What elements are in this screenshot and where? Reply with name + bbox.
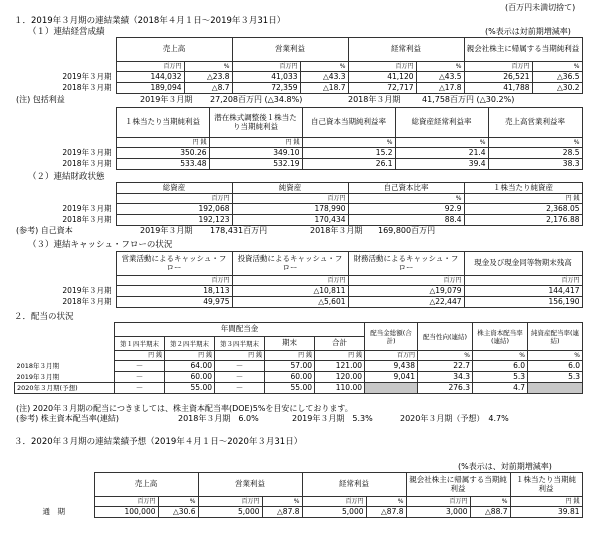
cell: 170,434 xyxy=(232,215,348,226)
unit-cell: 百万円 xyxy=(464,62,532,72)
cell: 41,120 xyxy=(348,72,416,83)
unit-cell: % xyxy=(416,62,464,72)
row-label: 2019年３月期 xyxy=(62,147,112,157)
unit-cell: 百万円 xyxy=(464,276,582,286)
cell: △30.2 xyxy=(532,83,582,94)
unit-cell: 百万円 xyxy=(406,497,470,507)
header-net-asset-ratio: 純資産配当率(連結) xyxy=(528,323,583,351)
cell: △87.8 xyxy=(262,507,302,518)
header-equity-ratio: 自己資本比率 xyxy=(348,183,464,194)
unit-cell: % xyxy=(532,62,582,72)
dividend-note-2-2019: 2019年３月期 5.3% xyxy=(292,414,373,423)
cell: △17.8 xyxy=(416,83,464,94)
equity-ref-2019-value: 178,431百万円 xyxy=(210,226,268,235)
row-label: 2018年３月期 xyxy=(62,214,112,224)
unit-cell: 円 銭 xyxy=(215,351,265,361)
header-doe: 株主資本配当率(連結) xyxy=(473,323,528,351)
cell: 41,033 xyxy=(232,72,300,83)
row-label: 2019年３月期 xyxy=(62,203,112,213)
unit-cell: 円 銭 xyxy=(315,351,365,361)
table-row xyxy=(15,361,583,372)
header-eps: １株当たり当期純利益 xyxy=(510,473,582,497)
cell: 18,113 xyxy=(116,286,232,297)
cell: 3,000 xyxy=(406,507,470,518)
header-operating-income: 営業利益 xyxy=(198,473,302,497)
cell-shaded xyxy=(365,383,418,394)
unit-cell: 百万円 xyxy=(116,62,184,72)
cell: △18.7 xyxy=(300,83,348,94)
cell: 26,521 xyxy=(464,72,532,83)
header-eps: １株当たり当期純利益 xyxy=(116,108,209,138)
cell: 22.7 xyxy=(418,361,473,372)
cell: △43.3 xyxy=(300,72,348,83)
header-q3: 第３四半期末 xyxy=(215,337,265,351)
table-row xyxy=(14,297,582,308)
cell: 5,000 xyxy=(302,507,366,518)
section1b-title: （２）連結財政状態 xyxy=(28,172,105,182)
unit-cell: % xyxy=(366,497,406,507)
unit-cell: % xyxy=(488,138,582,148)
header-ordinary-income: 経常利益 xyxy=(302,473,406,497)
unit-cell: % xyxy=(473,351,528,361)
header-net-assets: 純資産 xyxy=(232,183,348,194)
cell: 349.10 xyxy=(209,148,302,159)
header-cash-balance: 現金及び現金同等物期末残高 xyxy=(464,252,582,276)
cell: 144,417 xyxy=(464,286,582,297)
cell: 39.81 xyxy=(510,507,582,518)
cell: △88.7 xyxy=(470,507,510,518)
row-label-forecast: 2020年３月期(予想) xyxy=(15,383,115,394)
unit-cell: % xyxy=(158,497,198,507)
equity-ref-2018-value: 169,800百万円 xyxy=(378,226,436,235)
cell: 192,123 xyxy=(116,215,232,226)
cell: △36.5 xyxy=(532,72,582,83)
cell: △5,601 xyxy=(232,297,348,308)
unit-cell: 円 銭 xyxy=(165,351,215,361)
header-financing-cf: 財務活動によるキャッシュ・フロー xyxy=(348,252,464,276)
unit-note: (百万円未満切捨て) xyxy=(505,3,576,12)
section2-title: ２．配当の状況 xyxy=(14,312,74,322)
cell: 88.4 xyxy=(348,215,464,226)
row-label: 2019年３月期 xyxy=(62,71,112,81)
cell: 5,000 xyxy=(198,507,262,518)
cell: 55.00 xyxy=(165,383,215,394)
cell: 6.0 xyxy=(528,361,583,372)
cell: － xyxy=(115,372,165,383)
cell: △87.8 xyxy=(366,507,406,518)
cell: 178,990 xyxy=(232,204,348,215)
unit-cell: 百万円 xyxy=(198,497,262,507)
row-label: 2019年３月期 xyxy=(62,285,112,295)
section3-note: (%表示は、対前期増減率) xyxy=(458,462,552,471)
cell: 144,032 xyxy=(116,72,184,83)
cell: － xyxy=(115,361,165,372)
cell: 192,068 xyxy=(116,204,232,215)
equity-ref-2019-label: 2019年３月期 xyxy=(140,226,193,235)
cell: 2,176.88 xyxy=(464,215,582,226)
cell: 276.3 xyxy=(418,383,473,394)
unit-cell: % xyxy=(262,497,302,507)
header-q1: 第１四半期末 xyxy=(115,337,165,351)
header-bps: １株当たり純資産 xyxy=(464,183,582,194)
cell: － xyxy=(115,383,165,394)
table-row xyxy=(14,159,582,170)
cell-shaded xyxy=(528,383,583,394)
table-row xyxy=(14,204,582,215)
cell: 5.3 xyxy=(473,372,528,383)
operating-results-table xyxy=(14,37,583,94)
header-diluted-eps: 潜在株式調整後１株当たり当期純利益 xyxy=(209,108,302,138)
unit-cell: 百万円 xyxy=(116,194,232,204)
cell: 120.00 xyxy=(315,372,365,383)
cell: 60.00 xyxy=(265,372,315,383)
header-annual-dividend: 年間配当金 xyxy=(115,323,365,337)
cell: 72,717 xyxy=(348,83,416,94)
header-total: 合計 xyxy=(315,337,365,351)
cell: 60.00 xyxy=(165,372,215,383)
cell: － xyxy=(215,361,265,372)
row-label: 2018年３月期 xyxy=(62,296,112,306)
cell: 41,788 xyxy=(464,83,532,94)
cell: 57.00 xyxy=(265,361,315,372)
cell: △8.7 xyxy=(184,83,232,94)
comprehensive-2019-value: 27,208百万円 (△34.8%) xyxy=(210,95,303,104)
unit-cell: 百万円 xyxy=(365,351,418,361)
cell: － xyxy=(215,372,265,383)
financial-position-table xyxy=(14,182,583,226)
cell: 100,000 xyxy=(94,507,158,518)
cell: 9,438 xyxy=(365,361,418,372)
cell: △30.6 xyxy=(158,507,198,518)
table-row xyxy=(14,215,582,226)
header-operating-income: 営業利益 xyxy=(232,38,348,62)
unit-cell: 円 銭 xyxy=(510,497,582,507)
cell: △23.8 xyxy=(184,72,232,83)
cell: 64.00 xyxy=(165,361,215,372)
cell: 110.00 xyxy=(315,383,365,394)
unit-cell: % xyxy=(348,194,464,204)
comprehensive-income-label: (注) 包括利益 xyxy=(16,95,65,104)
comprehensive-2019-label: 2019年３月期 xyxy=(140,95,193,104)
equity-ref-label: (参考) 自己資本 xyxy=(16,226,73,235)
comprehensive-2018-label: 2018年３月期 xyxy=(348,95,401,104)
table-row xyxy=(14,83,582,94)
dividend-note-2-2020: 2020年３月期（予想） 4.7% xyxy=(400,414,509,423)
cell: 26.1 xyxy=(302,159,395,170)
header-year-end: 期末 xyxy=(265,337,315,351)
cell: 5.3 xyxy=(528,372,583,383)
section1-title: １．2019年３月期の連結業績（2018年４月１日～2019年３月31日） xyxy=(14,16,286,26)
cell: △19,079 xyxy=(348,286,464,297)
cell: 34.3 xyxy=(418,372,473,383)
cell: △43.5 xyxy=(416,72,464,83)
unit-cell: 円 銭 xyxy=(464,194,582,204)
unit-cell: 百万円 xyxy=(116,276,232,286)
unit-cell: 円 銭 xyxy=(265,351,315,361)
cell: 533.48 xyxy=(116,159,209,170)
header-sales: 売上高 xyxy=(94,473,198,497)
unit-cell: % xyxy=(184,62,232,72)
row-label: 2018年３月期 xyxy=(62,82,112,92)
header-operating-cf: 営業活動によるキャッシュ・フロー xyxy=(116,252,232,276)
unit-cell: 百万円 xyxy=(94,497,158,507)
forecast-table xyxy=(14,472,583,518)
cash-flow-table xyxy=(14,251,583,308)
header-roe: 自己資本当期純利益率 xyxy=(302,108,395,138)
unit-cell: % xyxy=(300,62,348,72)
cell: 6.0 xyxy=(473,361,528,372)
cell: － xyxy=(215,383,265,394)
unit-cell: 百万円 xyxy=(348,276,464,286)
cell: 72,359 xyxy=(232,83,300,94)
row-label: 通 期 xyxy=(42,506,65,516)
header-payout-ratio: 配当性向(連結) xyxy=(418,323,473,351)
cell: 189,094 xyxy=(116,83,184,94)
unit-cell: % xyxy=(395,138,488,148)
equity-ref-2018-label: 2018年３月期 xyxy=(310,226,363,235)
unit-cell: 百万円 xyxy=(302,497,366,507)
dividend-note-2-label: (参考) 株主資本配当率(連結) xyxy=(16,414,120,423)
row-label: 2019年３月期 xyxy=(16,372,60,381)
cell: △22,447 xyxy=(348,297,464,308)
unit-cell: 百万円 xyxy=(232,194,348,204)
section1a-title: （１）連結経営成績 xyxy=(28,27,105,37)
dividend-note-2-2018: 2018年３月期 6.0% xyxy=(178,414,259,423)
table-row xyxy=(14,507,582,518)
header-roa: 総資産経常利益率 xyxy=(395,108,488,138)
unit-cell: 百万円 xyxy=(232,276,348,286)
cell: 49,975 xyxy=(116,297,232,308)
cell: 121.00 xyxy=(315,361,365,372)
header-sales: 売上高 xyxy=(116,38,232,62)
cell: 15.2 xyxy=(302,148,395,159)
header-total-assets: 総資産 xyxy=(116,183,232,194)
cell: 9,041 xyxy=(365,372,418,383)
header-dividend-total: 配当金総額(合計) xyxy=(365,323,418,351)
unit-cell: % xyxy=(528,351,583,361)
unit-cell: % xyxy=(302,138,395,148)
cell: 38.3 xyxy=(488,159,582,170)
cell: 92.9 xyxy=(348,204,464,215)
header-ordinary-income: 経常利益 xyxy=(348,38,464,62)
cell: 532.19 xyxy=(209,159,302,170)
row-label: 2018年３月期 xyxy=(62,158,112,168)
dividends-table xyxy=(14,322,583,394)
comprehensive-2018-value: 41,758百万円 (△30.2%) xyxy=(422,95,515,104)
header-q2: 第２四半期末 xyxy=(165,337,215,351)
unit-cell: % xyxy=(470,497,510,507)
unit-cell: 百万円 xyxy=(232,62,300,72)
table-row xyxy=(14,72,582,83)
unit-cell: 円 銭 xyxy=(209,138,302,148)
table-row xyxy=(14,148,582,159)
cell: 4.7 xyxy=(473,383,528,394)
section3-title: ３．2020年３月期の連結業績予想（2019年４月１日～2020年３月31日） xyxy=(14,437,303,447)
header-investing-cf: 投資活動によるキャッシュ・フロー xyxy=(232,252,348,276)
unit-cell: % xyxy=(418,351,473,361)
table-row xyxy=(14,286,582,297)
unit-cell: 円 銭 xyxy=(115,351,165,361)
unit-cell: 円 銭 xyxy=(116,138,209,148)
section1c-title: （３）連結キャッシュ・フローの状況 xyxy=(28,240,173,250)
per-share-table xyxy=(14,107,583,170)
table-row xyxy=(15,372,583,383)
cell: 39.4 xyxy=(395,159,488,170)
cell: 28.5 xyxy=(488,148,582,159)
cell: 21.4 xyxy=(395,148,488,159)
dividend-note-1: (注) 2020年３月期の配当につきましては、株主資本配当率(DOE)5%を目安にしております。 xyxy=(16,404,353,413)
header-net-income: 親会社株主に帰属する当期純利益 xyxy=(464,38,582,62)
section1a-note: (%表示は対前期増減率) xyxy=(485,27,571,36)
row-label: 2018年３月期 xyxy=(16,362,60,370)
cell: 350.26 xyxy=(116,148,209,159)
header-net-income: 親会社株主に帰属する当期純利益 xyxy=(406,473,510,497)
cell: 156,190 xyxy=(464,297,582,308)
header-operating-margin: 売上高営業利益率 xyxy=(488,108,582,138)
cell: 2,368.05 xyxy=(464,204,582,215)
table-row xyxy=(15,383,583,394)
cell: 55.00 xyxy=(265,383,315,394)
unit-cell: 百万円 xyxy=(348,62,416,72)
cell: △10,811 xyxy=(232,286,348,297)
